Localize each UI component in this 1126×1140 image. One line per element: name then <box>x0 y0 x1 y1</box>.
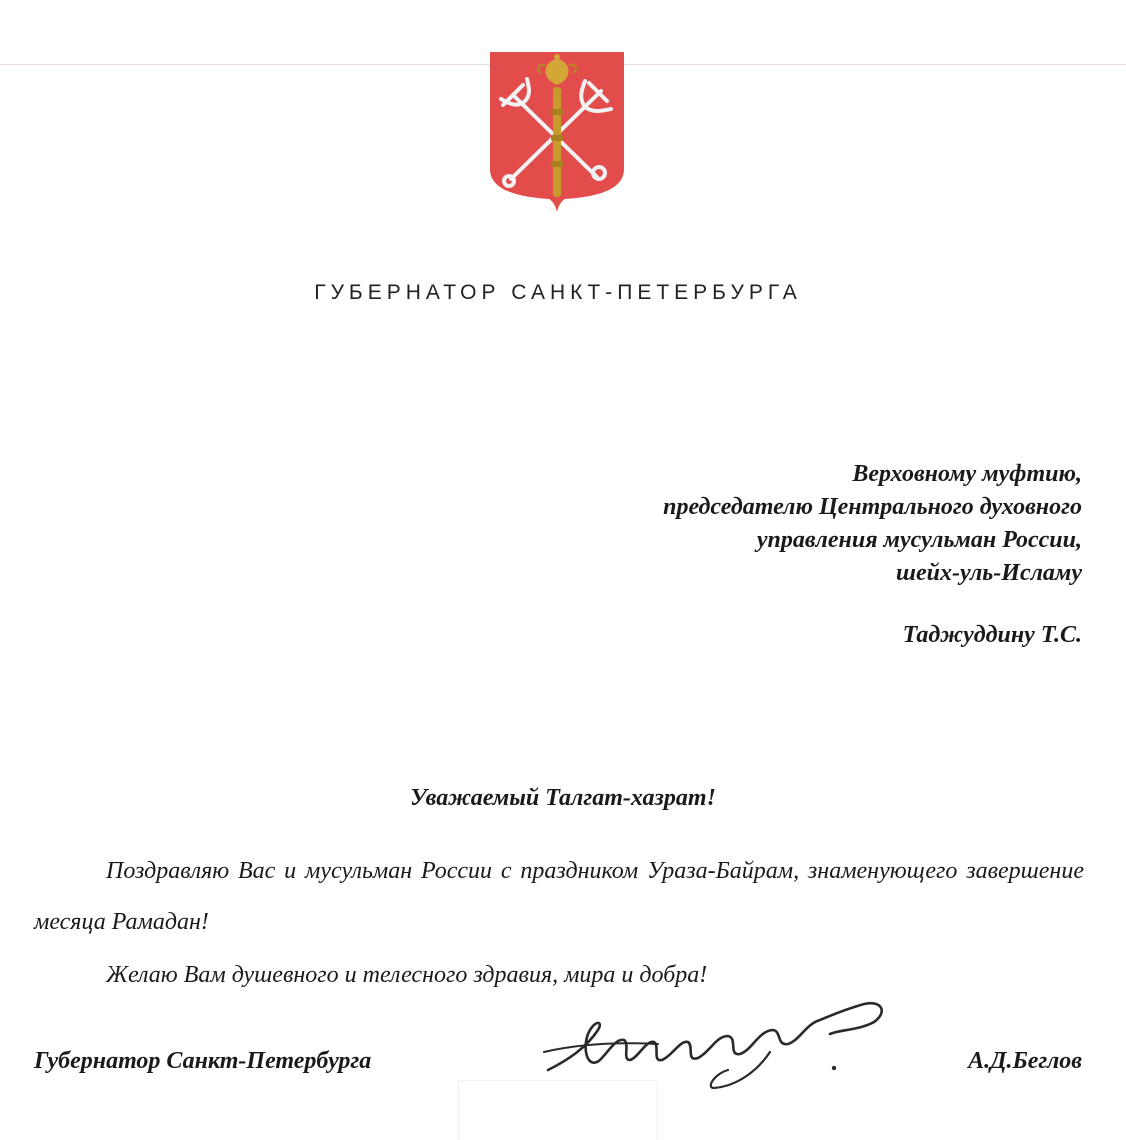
addressee-line: председателю Центрального духовного <box>663 494 1082 520</box>
addressee-line: управления мусульман России, <box>756 527 1082 553</box>
signatory-title: Губернатор Санкт-Петербурга <box>34 1048 372 1074</box>
letterhead-title: ГУБЕРНАТОР САНКТ-ПЕТЕРБУРГА <box>314 281 802 304</box>
body-paragraph: Желаю Вам душевного и телесного здравия, мира и добра! <box>106 962 708 988</box>
addressee-line: шейх-уль-Исламу <box>896 560 1082 586</box>
addressee-line: Верховному муфтию, <box>852 461 1082 487</box>
handwritten-signature <box>538 990 898 1095</box>
body-paragraph: Поздравляю Вас и мусульман России с праздником Ураза-Байрам, знаменующего завершение месяца Рамадан! <box>34 858 1084 935</box>
signatory-name: А.Д.Беглов <box>968 1048 1082 1074</box>
letter-body <box>34 846 1084 1001</box>
addressee-block <box>382 458 1082 652</box>
addressee-name: Таджуддину Т.С. <box>902 622 1082 648</box>
greeting: Уважаемый Талгат-хазрат! <box>410 785 716 811</box>
saint-petersburg-coat-of-arms-icon <box>489 51 625 213</box>
